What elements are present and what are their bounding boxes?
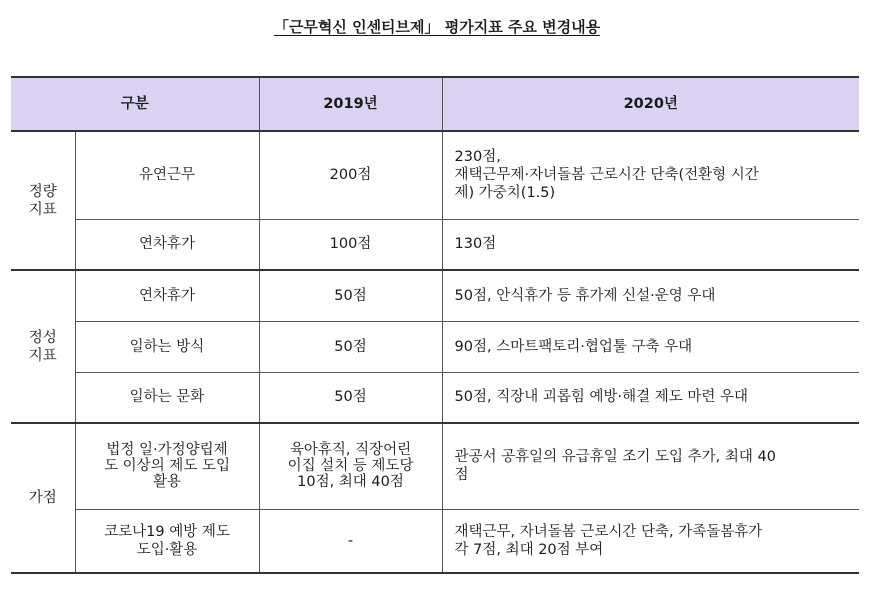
group-qualitative	[11, 270, 75, 423]
text-line: 법정 일·가정양립제	[106, 442, 228, 459]
text-line: 230점,	[454, 149, 501, 166]
value-2020-cell	[442, 131, 859, 219]
value-2020-cell: 50점, 안식휴가 등 휴가제 신설·운영 우대	[442, 270, 859, 321]
value-2019-cell	[259, 423, 442, 509]
group-quantitative	[11, 131, 75, 270]
table-row	[11, 270, 859, 321]
table-row	[11, 219, 859, 270]
text-line: 제) 가중치(1.5)	[454, 185, 556, 202]
group-bonus: 가점	[28, 490, 57, 506]
text-line: 육아휴직, 직장어린	[289, 442, 412, 459]
item-cell: 일하는 문화	[75, 372, 259, 423]
item-cell: 연차휴가	[75, 270, 259, 321]
item-cell: 일하는 방식	[75, 321, 259, 372]
table-row	[11, 509, 859, 573]
table-row	[11, 321, 859, 372]
text-line: 재택근무제·자녀돌봄 근로시간 단축(전환형 시간	[454, 167, 759, 184]
table-row	[11, 372, 859, 423]
text-line: 각 7점, 최대 20점 부여	[454, 541, 604, 558]
text-line: 10점, 최대 40점	[297, 474, 404, 491]
value-2020-cell	[442, 509, 859, 573]
value-2019-cell: 50점	[259, 372, 442, 423]
item-cell: 유연근무	[75, 131, 259, 219]
evaluation-index-table	[11, 76, 859, 574]
text-line: 이집 설치 등 제도당	[287, 458, 414, 475]
item-cell	[75, 509, 259, 573]
header-2020: 2020년	[442, 77, 859, 131]
header-2019: 2019년	[259, 77, 442, 131]
group-label-line: 정성	[28, 329, 57, 346]
text-line: 도입·활용	[136, 541, 198, 558]
value-2020-cell: 130점	[442, 219, 859, 270]
item-cell	[75, 423, 259, 509]
group-label-line: 지표	[28, 201, 57, 218]
group-label-line: 정량	[28, 183, 57, 200]
value-2020-cell: 50점, 직장내 괴롭힘 예방·해결 제도 마련 우대	[442, 372, 859, 423]
table-row	[11, 423, 859, 509]
value-2019-cell: 100점	[259, 219, 442, 270]
table-row	[11, 131, 859, 219]
text-line: 활용	[153, 474, 182, 491]
value-2019-cell: 200점	[259, 131, 442, 219]
header-row	[11, 77, 859, 131]
text-line: 코로나19 예방 제도	[104, 523, 230, 540]
title-text: 「근무혁신 인센티브제」 평가지표 주요 변경내용	[273, 18, 601, 36]
value-2020-cell: 90점, 스마트팩토리·협업툴 구축 우대	[442, 321, 859, 372]
text-line: 관공서 공휴일의 유급휴일 조기 도입 추가, 최대 40	[454, 449, 776, 466]
value-2019-cell: -	[259, 509, 442, 573]
value-2019-cell: 50점	[259, 270, 442, 321]
group-label-line: 지표	[28, 347, 57, 364]
header-category: 구분	[11, 77, 259, 131]
item-cell: 연차휴가	[75, 219, 259, 270]
value-2019-cell: 50점	[259, 321, 442, 372]
document-title	[0, 16, 874, 37]
text-line: 도 이상의 제도 도입	[104, 458, 230, 475]
text-line: 점	[454, 467, 469, 484]
text-line: 재택근무, 자녀돌봄 근로시간 단축, 가족돌봄휴가	[454, 523, 763, 540]
value-2020-cell	[442, 423, 859, 509]
